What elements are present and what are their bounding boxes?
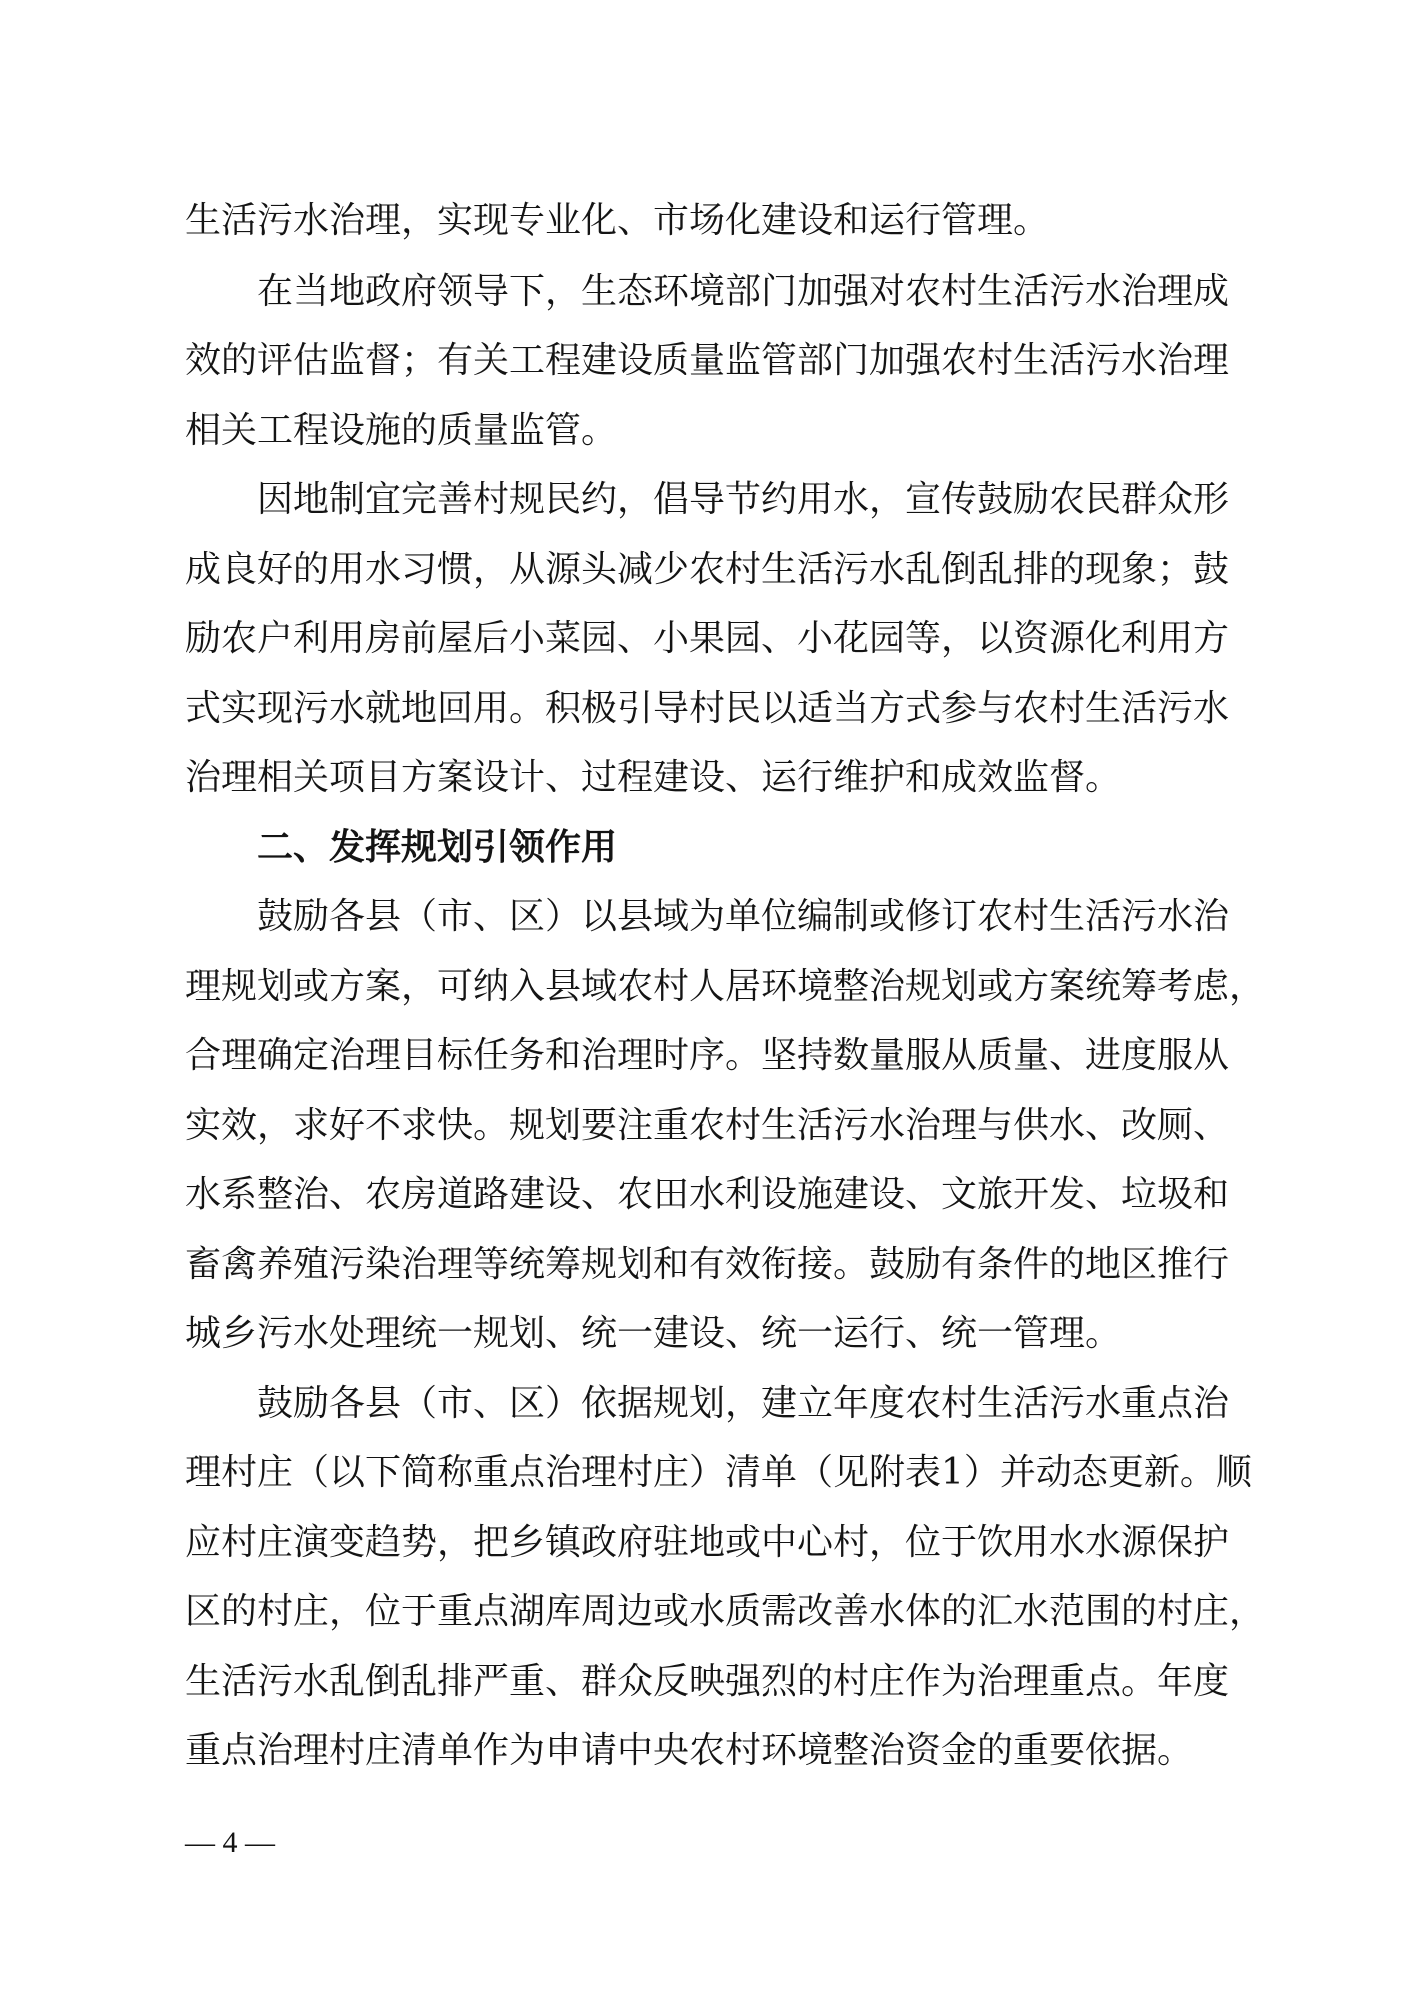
page-number: — 4 — — [185, 1826, 275, 1859]
paragraph-line: 效的评估监督；有关工程建设质量监管部门加强农村生活污水治理 — [185, 340, 1230, 381]
paragraph-line: 实效，求好不求快。规划要注重农村生活污水治理与供水、改厕、 — [185, 1105, 1230, 1146]
paragraph-line: 鼓励各县（市、区）依据规划，建立年度农村生活污水重点治 — [257, 1383, 1230, 1424]
paragraph-line: 式实现污水就地回用。积极引导村民以适当方式参与农村生活污水 — [185, 688, 1230, 729]
paragraph-line: 水系整治、农房道路建设、农田水利设施建设、文旅开发、垃圾和 — [185, 1174, 1230, 1215]
paragraph-line: 合理确定治理目标任务和治理时序。坚持数量服从质量、进度服从 — [185, 1035, 1230, 1076]
paragraph-line: 鼓励各县（市、区）以县域为单位编制或修订农村生活污水治 — [257, 896, 1230, 937]
paragraph-line: 理规划或方案，可纳入县域农村人居环境整治规划或方案统筹考虑， — [185, 966, 1266, 1007]
paragraph-line: 区的村庄，位于重点湖库周边或水质需改善水体的汇水范围的村庄， — [185, 1591, 1266, 1632]
paragraph-line: 生活污水治理，实现专业化、市场化建设和运行管理。 — [185, 200, 1050, 241]
paragraph-line: 励农户利用房前屋后小菜园、小果园、小花园等，以资源化利用方 — [185, 618, 1230, 659]
paragraph-line: 因地制宜完善村规民约，倡导节约用水，宣传鼓励农民群众形 — [257, 479, 1230, 520]
paragraph-line: 应村庄演变趋势，把乡镇政府驻地或中心村，位于饮用水水源保护 — [185, 1522, 1230, 1563]
paragraph-line: 治理相关项目方案设计、过程建设、运行维护和成效监督。 — [185, 757, 1122, 798]
paragraph-line: 理村庄（以下简称重点治理村庄）清单（见附表1）并动态更新。顺 — [185, 1452, 1252, 1493]
paragraph-line: 城乡污水处理统一规划、统一建设、统一运行、统一管理。 — [185, 1313, 1122, 1354]
paragraph-line: 相关工程设施的质量监管。 — [185, 410, 618, 451]
paragraph-line: 畜禽养殖污染治理等统筹规划和有效衔接。鼓励有条件的地区推行 — [185, 1244, 1230, 1285]
paragraph-line: 生活污水乱倒乱排严重、群众反映强烈的村庄作为治理重点。年度 — [185, 1661, 1230, 1702]
paragraph-line: 重点治理村庄清单作为申请中央农村环境整治资金的重要依据。 — [185, 1730, 1194, 1771]
paragraph-line: 在当地政府领导下，生态环境部门加强对农村生活污水治理成 — [257, 271, 1230, 312]
paragraph-line: 成良好的用水习惯，从源头减少农村生活污水乱倒乱排的现象；鼓 — [185, 549, 1230, 590]
section-heading: 二、发挥规划引领作用 — [257, 827, 618, 868]
